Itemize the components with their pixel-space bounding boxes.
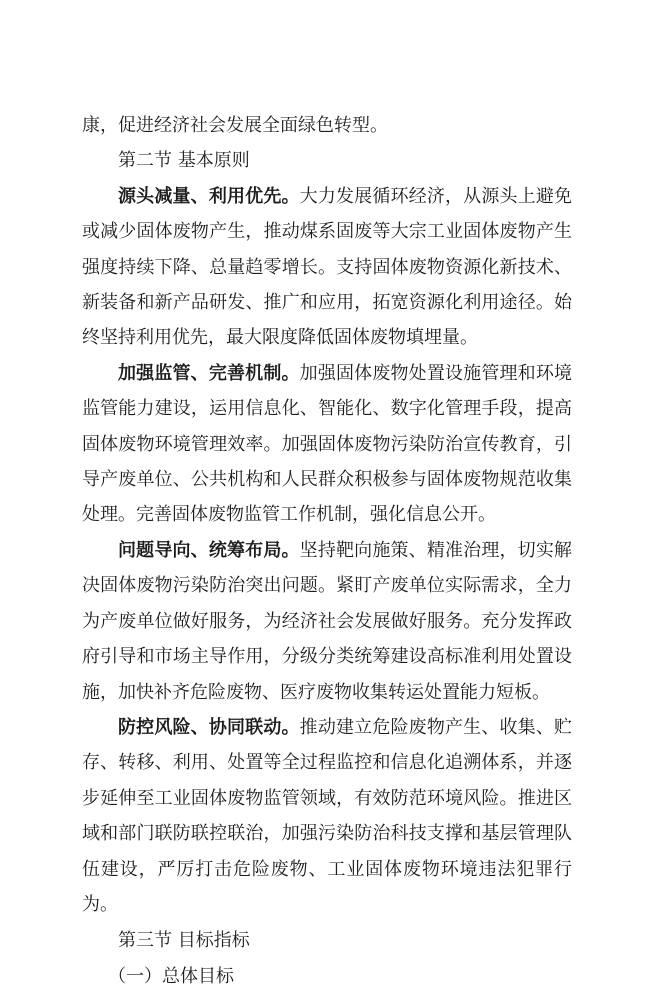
principle-lead: 加强监管、完善机制。	[118, 362, 300, 384]
continuation-paragraph: 康，促进经济社会发展全面绿色转型。	[82, 115, 388, 136]
section-heading-targets: 第三节 目标指标	[118, 930, 250, 952]
principle-body: 加强固体废物处置设施管理和环境监管能力建设，运用信息化、智能化、数字化管理手段，提高固体废物环境管理效率。加强固体废物污染防治宣传教育，引导产废单位、公共机构和人民群众积极参与固体废物规范收集处理。完善固体废物监管工作机制，强化信息公开。	[82, 362, 573, 526]
document-body	[82, 108, 572, 994]
principle-lead: 问题导向、统筹布局。	[118, 539, 300, 561]
principle-paragraph-risk-control	[82, 710, 572, 922]
principle-body: 坚持靶向施策、精准治理，切实解决固体废物污染防治突出问题。紧盯产废单位实际需求，全力为产废单位做好服务，为经济社会发展做好服务。充分发挥政府引导和市场主导作用，分级分类统筹建设高标准利用处置设施，加快补齐危险废物、医疗废物收集转运处置能力短板。	[82, 539, 573, 703]
principle-lead: 源头减量、利用优先。	[118, 185, 300, 207]
principle-paragraph-problem-oriented	[82, 533, 572, 710]
principle-paragraph-source-reduction	[82, 179, 572, 356]
principle-body: 推动建立危险废物产生、收集、贮存、转移、利用、处置等全过程监控和信息化追溯体系，并逐步延伸至工业固体废物监管领域，有效防范环境风险。推进区域和部门联防联控联治，加强污染防治科技支撑和基层管理队伍建设，严厉打击危险废物、工业固体废物环境违法犯罪行为。	[82, 716, 573, 915]
section-heading-basic-principles: 第二节 基本原则	[118, 150, 250, 172]
principle-body: 大力发展循环经济，从源头上避免或减少固体废物产生，推动煤系固废等大宗工业固体废物产生强度持续下降、总量趋零增长。支持固体废物资源化新技术、新装备和新产品研发、推广和应用，拓宽资源化利用途径。始终坚持利用优先，最大限度降低固体废物填埋量。	[82, 185, 573, 349]
subsection-heading-overall-goal: （一）总体目标	[108, 965, 234, 987]
principle-lead: 防控风险、协同联动。	[118, 716, 300, 738]
principle-paragraph-supervision	[82, 356, 572, 533]
